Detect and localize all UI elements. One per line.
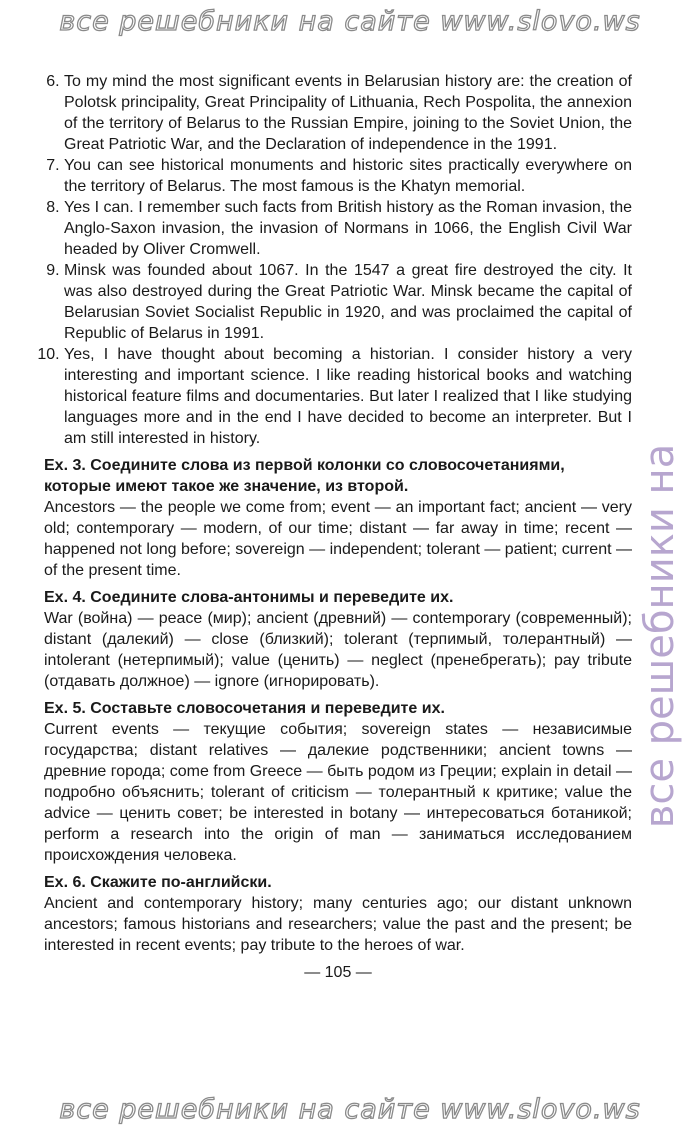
answers-list xyxy=(44,71,632,449)
answer-item-9: 9. Minsk was founded about 1067. In the 1547 a great fire destroyed the city. It was also destroyed during the Great Patriotic War. Minsk became the capital of Belarusian Soviet Socialist Republic in 1920, and was proclaimed the capital of Republic of Belarus in 1991. xyxy=(64,260,632,344)
answer-item-10: 10. Yes, I have thought about becoming a historian. I consider history a very interesting and important science. I like reading historical books and watching historical feature films and documentaries. But later I realized that I like studying languages more and in the end I have decided to become an interpreter. But I am still interested in history. xyxy=(64,344,632,449)
exercise-5 xyxy=(44,698,632,866)
exercise-6-body: Ancient and contemporary history; many centuries ago; our distant unknown ancestors; famous historians and researchers; value the past and the present; be interested in recent events; pay tribute to the heroes of war. xyxy=(44,895,632,954)
exercise-6 xyxy=(44,872,632,956)
watermark-side xyxy=(624,443,696,829)
exercise-3 xyxy=(44,455,632,581)
exercise-4-body: War (война) — peace (мир); ancient (древний) — contemporary (современный); distant (далекий) — close (близкий); tolerant (терпимый, толерантный) — intolerant (нетерпимый); value (ценить) — neglect (пренебрегать); pay tribute (отдавать должное) — ignore (игнорировать). xyxy=(44,610,632,690)
exercise-3-body: Ancestors — the people we come from; event — an important fact; ancient — very old; contemporary — modern, of our time; distant — far away in time; recent — happened not long before; sovereign — independent; tolerant — patient; current — of the present time. xyxy=(44,499,632,579)
exercise-4-heading: Ex. 4. Соедините слова-антонимы и переведите их. xyxy=(44,589,454,606)
answer-item-6: 6. To my mind the most significant events in Belarusian history are: the creation of Polotsk principality, Great Principality of Lithuania, Rech Pospolita, the annexion of the territory of Belarus to the Russian Empire, joining to the Soviet Union, the Great Patriotic War, and the Declaration of independence in the 1991. xyxy=(64,71,632,155)
exercise-6-heading: Ex. 6. Скажите по-английски. xyxy=(44,874,272,891)
page-number: — 105 — xyxy=(304,964,372,981)
answer-item-8: 8. Yes I can. I remember such facts from British history as the Roman invasion, the Anglo-Saxon invasion, the invasion of Normans in 1066, the English Civil War headed by Oliver Cromwell. xyxy=(64,197,632,260)
watermark-banner-top: все решебники на сайте www.slovo.ws xyxy=(59,6,641,37)
watermark-side-text: все решебники на xyxy=(637,443,683,829)
exercise-4 xyxy=(44,587,632,692)
page-content xyxy=(44,71,632,983)
watermark-banner-bottom: все решебники на сайте www.slovo.ws xyxy=(59,1094,641,1125)
exercise-3-heading: Ex. 3. Соедините слова из первой колонки со словосочетаниями, которые имеют такое же значение, из второй. xyxy=(44,457,565,495)
answer-item-7: 7. You can see historical monuments and historic sites practically everywhere on the territory of Belarus. The most famous is the Khatyn memorial. xyxy=(64,155,632,197)
exercise-5-body: Current events — текущие события; sovereign states — независимые государства; distant relatives — далекие родственники; ancient towns — древние города; come from Greece — быть родом из Греции; explain in detail — подробно объяснить; tolerant of criticism — толерантный к критике; value the advice — ценить совет; be interested in botany — интересоваться ботаникой; perform a research into the origin of man — заниматься исследованием происхождения человека. xyxy=(44,721,632,864)
exercise-5-heading: Ex. 5. Составьте словосочетания и переведите их. xyxy=(44,700,445,717)
